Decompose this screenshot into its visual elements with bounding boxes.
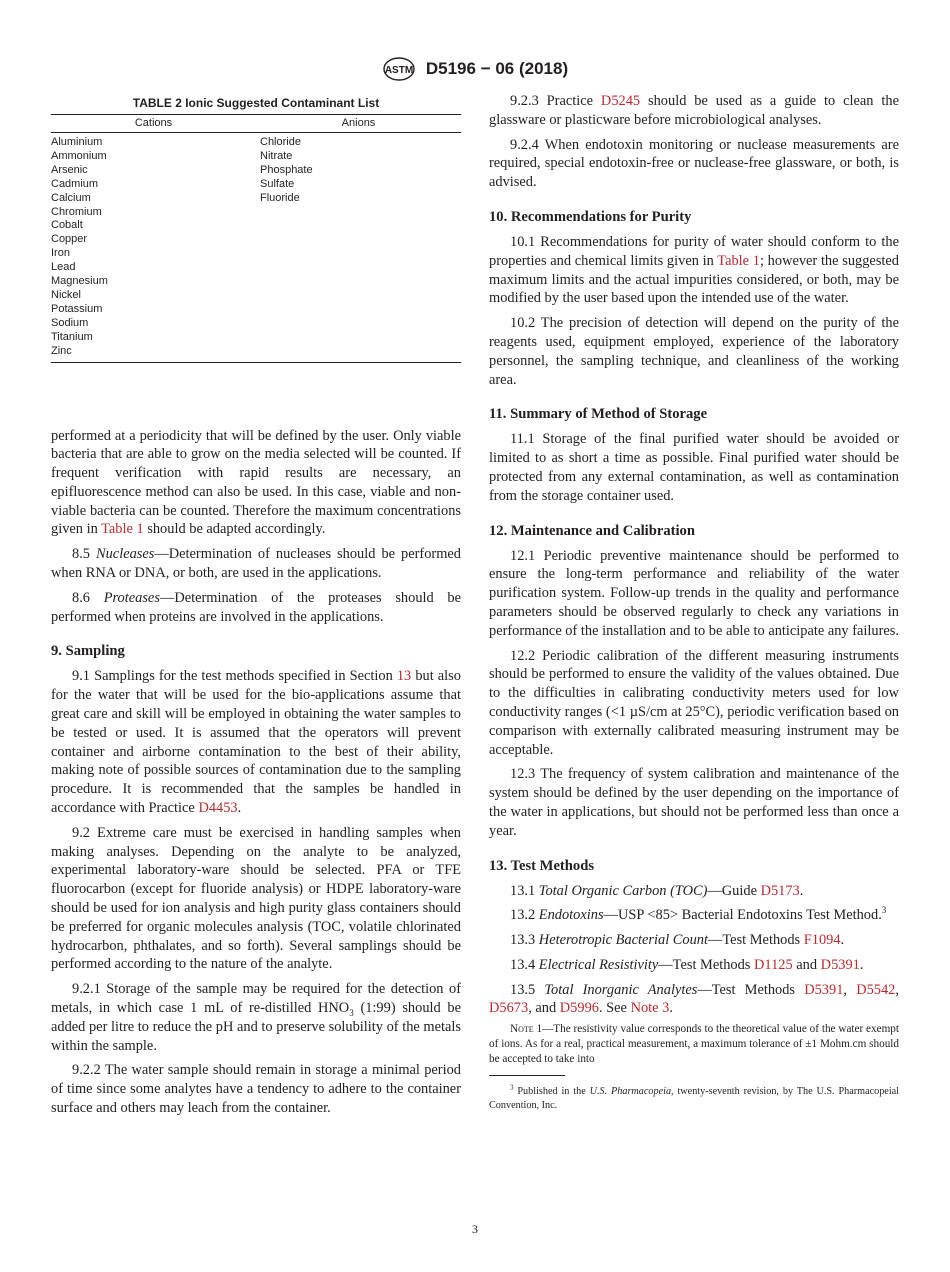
link-d5245[interactable]: D5245 bbox=[600, 93, 641, 109]
anion-cell: Fluoride bbox=[260, 191, 300, 204]
table-row bbox=[51, 150, 461, 164]
page-header bbox=[0, 56, 950, 82]
paragraph-9-2-1: 9.2.1 Storage of the sample may be required for the detection of metals, in which case 1 mL of re-distilled $HNO_3$ (1:99) should be added per litre to reduce the pH and to preserve solubility of the metals within the sample. bbox=[51, 981, 462, 1054]
table-2-caption: TABLE 2 Ionic Suggested Contaminant List bbox=[132, 96, 380, 110]
paragraph-10-2: 10.2 The precision of detection will depend on the purity of the reagents used, equipment employed, experience of the laboratory personnel, the sampling technique, and cleanliness of the working area. bbox=[489, 315, 899, 388]
anion-cell bbox=[256, 275, 461, 289]
table-row bbox=[51, 233, 461, 247]
table-row bbox=[51, 206, 461, 220]
section-heading-13: 13. Test Methods bbox=[489, 857, 595, 874]
cation-cell: Cobalt bbox=[51, 219, 83, 232]
table-row bbox=[51, 317, 461, 331]
table-row bbox=[51, 192, 461, 206]
cation-cell: Zinc bbox=[51, 345, 256, 362]
paragraph-9-2-3: 9.2.3 Practice D5245 should be used as a guide to clean the glassware or plasticware before microbiological analyses. bbox=[489, 93, 899, 128]
paragraph-13-5: 13.5 Total Inorganic Analytes—Test Methods D5391, D5542, D5673, and D5996. See Note 3. bbox=[489, 981, 899, 1017]
section-heading-12: 12. Maintenance and Calibration bbox=[489, 522, 695, 539]
table-row bbox=[51, 289, 461, 303]
table-row bbox=[51, 345, 461, 362]
cation-cell: Arsenic bbox=[51, 163, 88, 176]
paragraph-8-5: 8.5 Nucleases—Determination of nucleases should be performed when RNA or DNA, or both, are used in the applications. bbox=[51, 546, 461, 582]
paragraph-11-1: 11.1 Storage of the final purified water should be avoided or limited to as short a time as possible. Final purified water should be protected from any external contamination, as well as contamination from the storage container used. bbox=[489, 431, 899, 504]
anion-cell: Sulfate bbox=[260, 177, 295, 190]
astm-logo-icon bbox=[382, 56, 416, 82]
paragraph-9-2: 9.2 Extreme care must be exercised in handling samples when making analyses. Depending on the analyte to be analyzed, experimental laboratory-ware should be selected. PFA or TFE fluorocarbon (except for fluoride analysis) or HDPE laboratory-ware should be used for ion analysis and high purity glass containers should be preferred for organic molecules analysis (TOC, volatile chlorinated hydrocarbon, phthalates, and so forth). Several samplings should be performed according to the nature of the analyte. bbox=[51, 824, 461, 973]
standard-designation: D5196 − 06 (2018) bbox=[425, 59, 569, 78]
anion-cell bbox=[256, 247, 461, 261]
cation-cell: Ammonium bbox=[51, 149, 107, 162]
link-table-1[interactable]: Table 1 bbox=[101, 521, 144, 538]
footnote-3: $^3$ Published in the U.S. Pharmacopeia, twenty-seventh revision, by The U.S. Pharmacopeial Convention, Inc. bbox=[489, 1083, 900, 1112]
link-d4453[interactable]: D4453 bbox=[198, 800, 238, 817]
left-column bbox=[51, 92, 461, 1118]
cation-cell: Magnesium bbox=[51, 275, 108, 288]
table-row bbox=[51, 275, 461, 289]
anion-cell bbox=[256, 331, 461, 345]
paragraph-8-6: 8.6 Proteases—Determination of the proteases should be performed when proteins are involved in the applications. bbox=[51, 589, 461, 625]
cation-cell: Aluminium bbox=[51, 136, 103, 148]
link-d5391[interactable]: D5391 bbox=[820, 956, 860, 973]
anion-cell bbox=[256, 219, 461, 233]
cation-cell: Lead bbox=[51, 261, 76, 274]
table-header-cations: Cations bbox=[51, 115, 256, 133]
page-number: 3 bbox=[472, 1222, 478, 1236]
anion-cell bbox=[256, 317, 461, 331]
paragraph-13-2: 13.2 Endotoxins—USP <85> Bacterial Endotoxins Test Method.$^3$ bbox=[510, 905, 887, 924]
link-note-3[interactable]: Note 3 bbox=[630, 1000, 670, 1017]
cation-cell: Sodium bbox=[51, 316, 89, 329]
link-d5673[interactable]: D5673 bbox=[489, 1000, 529, 1017]
cation-cell: Copper bbox=[51, 233, 88, 246]
table-row bbox=[51, 331, 461, 345]
contaminant-table bbox=[51, 114, 461, 363]
table-row bbox=[51, 303, 461, 317]
footnote-divider bbox=[489, 1075, 565, 1076]
table-row bbox=[51, 133, 461, 150]
table-row bbox=[51, 261, 461, 275]
cation-cell: Calcium bbox=[51, 191, 91, 204]
section-heading-11: 11. Summary of Method of Storage bbox=[489, 406, 708, 423]
link-d1125[interactable]: D1125 bbox=[754, 956, 793, 973]
paragraph-13-1: 13.1 Total Organic Carbon (TOC)—Guide D5173. bbox=[510, 882, 804, 899]
paragraph-continuation: performed at a periodicity that will be defined by the user. Only viable bacteria that are able to grow on the media selected will be counted. If frequent verification with rapid results are necessary, an epifluorescence method can also be used. In this case, viable and non-viable bacteria can be counted. Therefore the maximum concentrations given in Table 1 should be adapted accordingly. bbox=[51, 427, 461, 538]
cation-cell: Chromium bbox=[51, 205, 102, 218]
link-f1094[interactable]: F1094 bbox=[803, 932, 841, 949]
section-heading-9: 9. Sampling bbox=[51, 643, 125, 660]
paragraph-12-1: 12.1 Periodic preventive maintenance should be performed to ensure the long-term performance and reliability of the water purification system. Follow-up trends in the quality and performance parameters should be observed regularly to check any variations in performance of the installation and to be able to anticipate any failures. bbox=[489, 547, 899, 639]
anion-cell bbox=[256, 289, 461, 303]
anion-cell bbox=[256, 261, 461, 275]
table-row bbox=[51, 164, 461, 178]
contaminant-table-body bbox=[51, 133, 461, 363]
cation-cell: Nickel bbox=[51, 288, 81, 301]
table-row bbox=[51, 178, 461, 192]
cation-cell: Cadmium bbox=[51, 177, 99, 190]
svg-text:ASTM: ASTM bbox=[384, 65, 414, 76]
paragraph-9-2-2: 9.2.2 The water sample should remain in storage a minimal period of time since some analytes have a tendency to adhere to the container surface and others may leach from the container. bbox=[51, 1062, 461, 1116]
paragraph-13-3: 13.3 Heterotropic Bacterial Count—Test Methods F1094. bbox=[510, 932, 845, 949]
paragraph-12-3: 12.3 The frequency of system calibration and maintenance of the system should be defined by the user depending on the importance of the water in applications, but should not be performed less than once a year. bbox=[489, 766, 899, 839]
paragraph-12-2: 12.2 Periodic calibration of the different measuring instruments should be performed to ensure the validity of the values obtained. Due to the difficulties in calibrating conductivity meters used for low conductivity ranges (<1 µS/cm at 25°C), periodic verification based on comparison with externally calibrated measuring instrument may be acceptable. bbox=[489, 647, 899, 758]
link-d5542[interactable]: D5542 bbox=[856, 981, 896, 998]
cation-cell: Titanium bbox=[51, 330, 93, 343]
link-d5173[interactable]: D5173 bbox=[760, 882, 800, 899]
table-row bbox=[51, 247, 461, 261]
anion-cell bbox=[256, 206, 461, 220]
anion-cell: Chloride bbox=[260, 136, 301, 148]
paragraph-9-1: 9.1 Samplings for the test methods specified in Section 13 but also for the water that will be used for the bio-applications assume that great care and skill will be employed in obtaining the water samples to be tested or used. It is assumed that the operators will prevent container and airborne contamination to the best of their ability, making note of possible sources of contamination due to the sampling procedure. It is recommended that the samples be handled in accordance with Practice D4453. bbox=[51, 668, 461, 817]
anion-cell: Nitrate bbox=[260, 149, 293, 162]
table-header-anions: Anions bbox=[256, 115, 461, 133]
paragraph-9-2-4: 9.2.4 When endotoxin monitoring or nuclease measurements are required, special endotoxin-free or nuclease-free glassware, or both, is advised. bbox=[489, 136, 899, 191]
right-column bbox=[489, 92, 899, 1113]
cation-cell: Iron bbox=[51, 247, 70, 260]
anion-cell bbox=[256, 233, 461, 247]
section-heading-10: 10. Recommendations for Purity bbox=[489, 208, 692, 225]
link-d5996[interactable]: D5996 bbox=[559, 1000, 599, 1017]
anion-cell bbox=[256, 303, 461, 317]
anion-cell: Phosphate bbox=[260, 163, 313, 176]
table-row bbox=[51, 219, 461, 233]
note-1: Note 1—The resistivity value corresponds to the theoretical value of the water exempt of ions. As for a real, practical measurement, a maximum tolerance of ±1 Mohm.cm should be accepted to take into bbox=[489, 1023, 899, 1066]
paragraph-10-1: 10.1 Recommendations for purity of water should conform to the properties and chemical limits given in Table 1; however the suggested maximum limits and the actual impurities considered, or both, may be modified by the user based upon the intended use of the water. bbox=[489, 233, 899, 307]
link-d5391[interactable]: D5391 bbox=[804, 981, 844, 998]
link-section-13[interactable]: 13 bbox=[396, 668, 412, 685]
link-table-1[interactable]: Table 1 bbox=[717, 252, 760, 269]
anion-cell bbox=[256, 345, 461, 362]
cation-cell: Potassium bbox=[51, 302, 103, 315]
paragraph-13-4: 13.4 Electrical Resistivity—Test Methods D1125 and D5391. bbox=[510, 956, 864, 973]
